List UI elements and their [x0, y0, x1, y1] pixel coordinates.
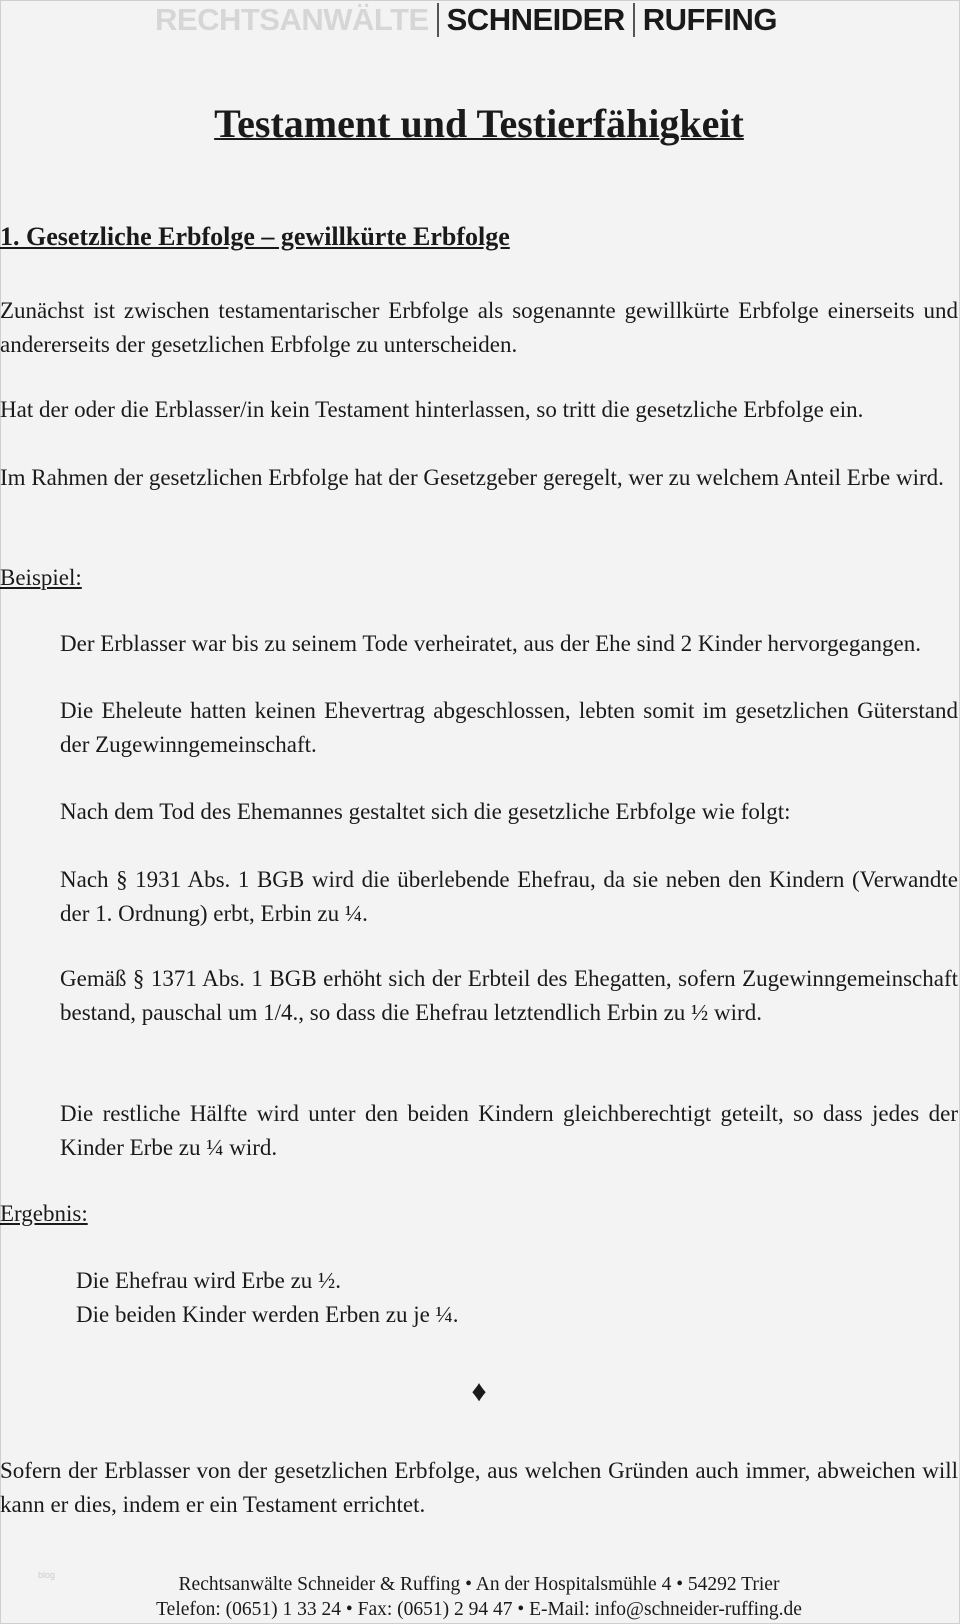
letterhead-logo [155, 2, 777, 38]
document-title-text: Testament und Testierfähigkeit [214, 101, 744, 146]
example-paragraph-1a: Der Erblasser war bis zu seinem Tode verheiratet, aus der Ehe sind 2 Kinder hervorgegangen. [60, 631, 922, 656]
paragraph-2: Hat der oder die Erblasser/in kein Testament hinterlassen, so tritt die gesetzliche Erbfolge ein. [0, 397, 864, 422]
section-heading: 1. Gesetzliche Erbfolge – gewillkürte Erbfolge [0, 222, 510, 251]
result-line-2: Die beiden Kinder werden Erben zu je ¼. [76, 1302, 459, 1327]
logo-text-ruffing: RUFFING [642, 2, 777, 37]
footer-contact: Telefon: (0651) 1 33 24 • Fax: (0651) 2 94 47 • E-Mail: info@schneider-ruffing.de [156, 1599, 802, 1620]
final-paragraph: Sofern der Erblasser von der gesetzlichen Erbfolge, aus welchen Gründen auch immer, abweichen will kann er dies, indem er ein Testament errichtet. [0, 1458, 958, 1517]
example-paragraph-5: Die restliche Hälfte wird unter den beiden Kindern gleichberechtigt geteilt, so dass jedes der Kinder Erbe zu ¼ wird. [60, 1101, 958, 1160]
example-paragraph-2: Nach dem Tod des Ehemannes gestaltet sich die gesetzliche Erbfolge wie folgt: [60, 799, 791, 824]
logo-separator [633, 3, 635, 37]
example-paragraph-3: Nach § 1931 Abs. 1 BGB wird die überlebende Ehefrau, da sie neben den Kindern (Verwandte der 1. Ordnung) erbt, Erbin zu ¼. [60, 867, 958, 926]
example-paragraph-1b: Die Eheleute hatten keinen Ehevertrag abgeschlossen, lebten somit im gesetzlichen Güterstand der Zugewinngemeinschaft. [60, 698, 958, 757]
result-label: Ergebnis: [0, 1201, 88, 1226]
logo-separator [437, 3, 439, 37]
example-label: Beispiel: [0, 565, 82, 590]
logo-text-schneider: SCHNEIDER [446, 2, 625, 37]
logo-text-rechtsanwaelte: RECHTSANWÄLTE [155, 2, 429, 37]
document-title [0, 100, 958, 147]
paragraph-3: Im Rahmen der gesetzlichen Erbfolge hat der Gesetzgeber geregelt, wer zu welchem Anteil Erbe wird. [0, 465, 944, 490]
example-paragraph-4: Gemäß § 1371 Abs. 1 BGB erhöht sich der Erbteil des Ehegatten, sofern Zugewinngemeinschaft bestand, pauschal um 1/4., so dass die Ehefrau letztendlich Erbin zu ½ wird. [60, 966, 958, 1025]
diamond-divider-icon: ♦ [471, 1375, 487, 1408]
paragraph-1: Zunächst ist zwischen testamentarischer Erbfolge als sogenannte gewillkürte Erbfolge einerseits und andererseits der gesetzlichen Erbfolge zu unterscheiden. [0, 298, 958, 357]
result-line-1: Die Ehefrau wird Erbe zu ½. [76, 1268, 342, 1293]
footer-address: Rechtsanwälte Schneider & Ruffing • An der Hospitalsmühle 4 • 54292 Trier [178, 1574, 780, 1595]
watermark: blog [38, 1570, 56, 1580]
